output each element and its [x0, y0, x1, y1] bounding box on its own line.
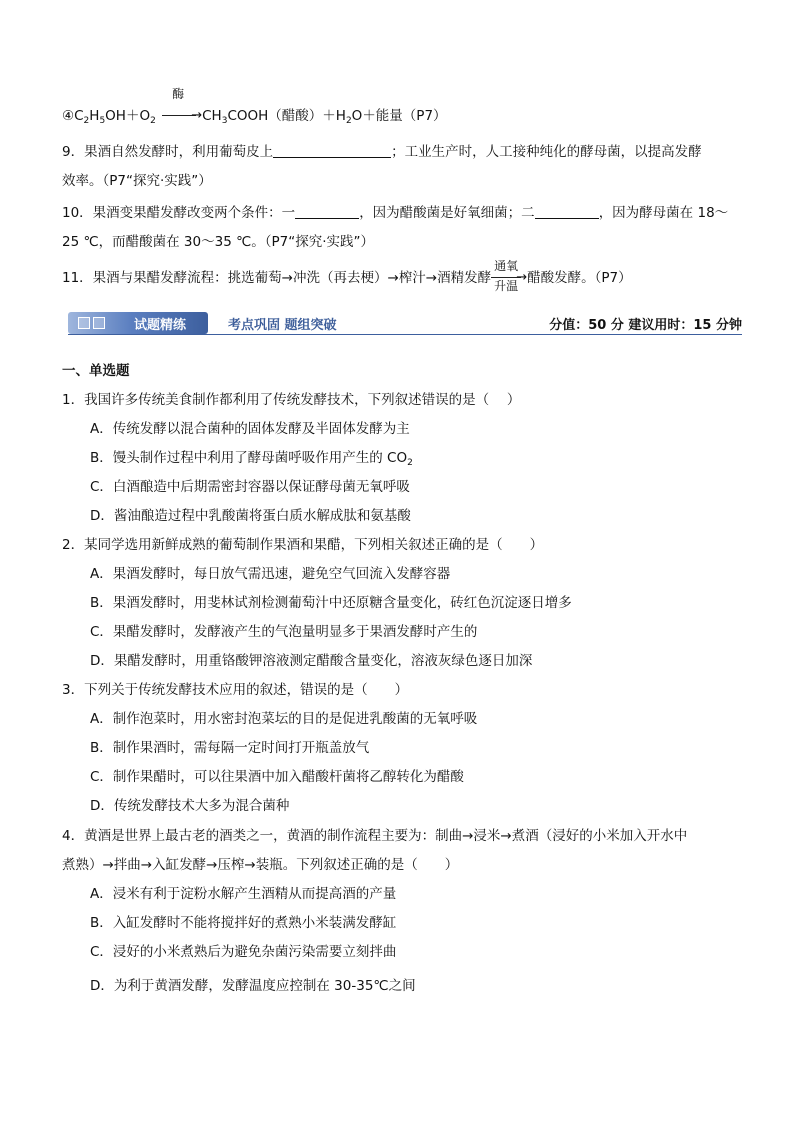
option-d[interactable]: D．为利于黄酒发酵，发酵温度应控制在 30-35℃之间: [90, 978, 416, 994]
option-d[interactable]: D．传统发酵技术大多为混合菌种: [90, 798, 290, 814]
option-b[interactable]: B．果酒发酵时，用斐林试剂检测葡萄汁中还原糖含量变化，砖红色沉淀逐日增多: [90, 595, 572, 611]
review-item-11: 11．果酒与果醋发酵流程：挑选葡萄→冲洗（再去梗）→榨汁→酒精发酵 通氧 升温 → 醋酸发酵。（P7）: [62, 268, 744, 288]
condition-arrow: [491, 259, 528, 293]
book-icon: [78, 317, 106, 329]
question-stem: 4．黄酒是世界上最古老的酒类之一，黄酒的制作流程主要为：制曲→浸米→煮酒（浸好的小米加入开水中: [62, 828, 688, 844]
condition-top-label: 通氧: [494, 259, 519, 273]
option-b[interactable]: B．入缸发酵时不能将搅拌好的煮熟小米装满发酵缸: [90, 915, 397, 931]
enzyme-label: 酶: [172, 87, 185, 101]
option-c[interactable]: C．浸好的小米煮熟后为避免杂菌污染需要立刻拌曲: [90, 944, 397, 960]
answer-blank[interactable]: [273, 143, 391, 158]
option-b[interactable]: B．馒头制作过程中利用了酵母菌呼吸作用产生的 $CO_2$: [90, 450, 413, 468]
arrow-glyph: →: [191, 108, 203, 123]
option-b[interactable]: B．制作果酒时，需每隔一定时间打开瓶盖放气: [90, 740, 370, 756]
banner-divider: [68, 334, 742, 335]
answer-blank[interactable]: [535, 204, 599, 219]
option-a[interactable]: A．果酒发酵时，每日放气需迅速，避免空气回流入发酵容器: [90, 566, 451, 582]
option-d[interactable]: D．酱油酿造过程中乳酸菌将蛋白质水解成肽和氨基酸: [90, 508, 411, 524]
condition-bottom-label: 升温: [494, 279, 519, 293]
review-item-10-cont: 25 ℃，而醋酸菌在 30～35 ℃。（P7“探究·实践”）: [62, 234, 374, 250]
option-a[interactable]: A．传统发酵以混合菌种的固体发酵及半固体发酵为主: [90, 421, 410, 437]
banner-tag-label: 试题精练: [134, 318, 187, 333]
section-banner: [68, 312, 742, 336]
question-stem-cont: 煮熟）→拌曲→入缸发酵→压榨→装瓶。下列叙述正确的是（ ）: [62, 857, 459, 873]
enzyme-arrow: [160, 87, 203, 126]
option-c[interactable]: C．白酒酿造中后期需密封容器以保证酵母菌无氧呼吸: [90, 479, 410, 495]
arrow-glyph: →: [516, 270, 528, 285]
review-item-10: 10．果酒变果醋发酵改变两个条件：一 ，因为醋酸菌是好氧细菌；二 ，因为酵母菌在 18～: [62, 205, 729, 221]
option-a[interactable]: A．浸米有利于淀粉水解产生酒精从而提高酒的产量: [90, 886, 397, 902]
question-stem: 1．我国许多传统美食制作都利用了传统发酵技术，下列叙述错误的是（ ）: [62, 392, 521, 408]
banner-subtitle: 考点巩固 题组突破: [228, 318, 337, 333]
option-c[interactable]: C．制作果醋时，可以往果酒中加入醋酸杆菌将乙醇转化为醋酸: [90, 769, 464, 785]
score-and-time: 分值：50 分 建议用时：15 分钟: [549, 318, 742, 333]
section-heading: 一、单选题: [62, 363, 130, 379]
option-c[interactable]: C．果醋发酵时，发酵液产生的气泡量明显多于果酒发酵时产生的: [90, 624, 478, 640]
answer-blank[interactable]: [295, 204, 359, 219]
banner-tag: [68, 312, 208, 334]
review-item-9: 9．果酒自然发酵时，利用葡萄皮上 ；工业生产时，人工接种纯化的酵母菌，以提高发酵: [62, 144, 702, 160]
option-d[interactable]: D．果醋发酵时，用重铬酸钾溶液测定醋酸含量变化，溶液灰绿色逐日加深: [90, 653, 533, 669]
option-a[interactable]: A．制作泡菜时，用水密封泡菜坛的目的是促进乳酸菌的无氧呼吸: [90, 711, 478, 727]
question-stem: 3．下列关于传统发酵技术应用的叙述，错误的是（ ）: [62, 682, 409, 698]
review-item-9-cont: 效率。（P7“探究·实践”）: [62, 173, 212, 189]
question-stem: 2．某同学选用新鲜成熟的葡萄制作果酒和果醋，下列相关叙述正确的是（ ）: [62, 537, 544, 553]
reaction-equation: $④C_2H_5OH+O_2$ 酶 → $CH_3COOH$（醋酸）$+H_2O+$能量（P7）: [62, 106, 744, 131]
